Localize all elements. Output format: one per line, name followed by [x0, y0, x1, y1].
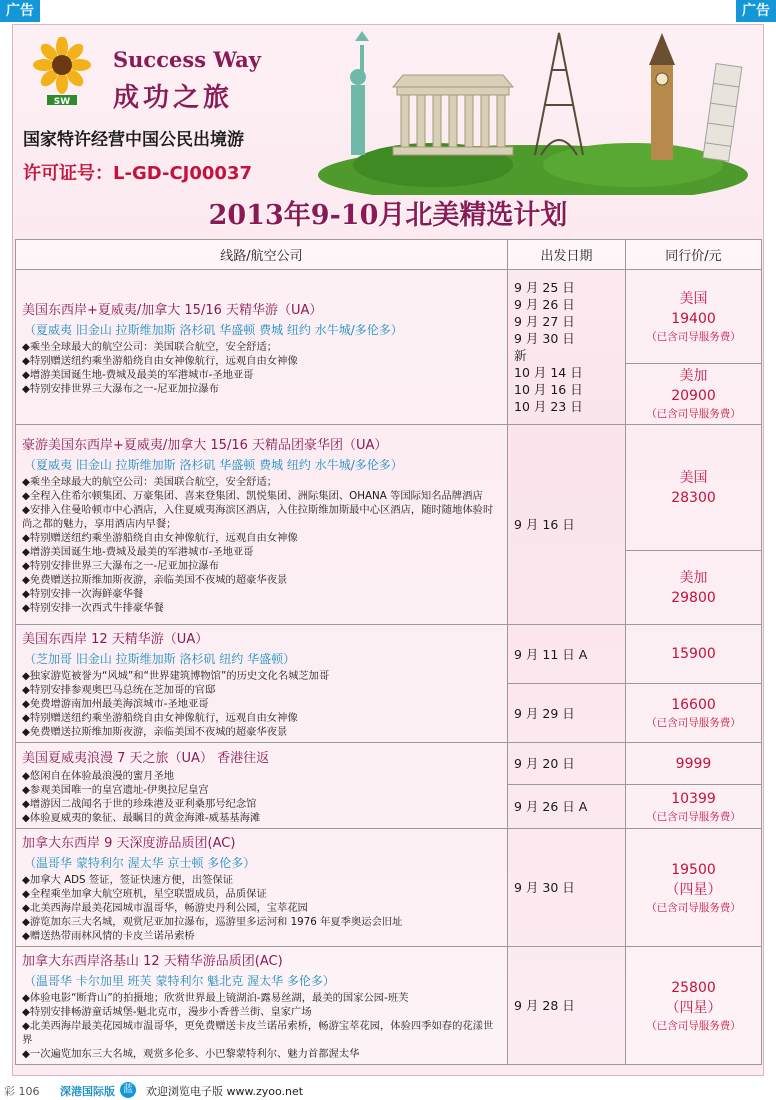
departure-date: 9 月 28 日: [514, 998, 575, 1013]
eiffel-tower-icon: [535, 33, 583, 155]
routes-table: [15, 239, 762, 1065]
route-cell: [16, 270, 508, 425]
departure-date: 10 月 14 日: [514, 365, 583, 380]
departure-date: 9 月 29 日: [514, 705, 575, 721]
list-item: ◆乘坐全球最大的航空公司：美国联合航空，安全舒适；: [22, 476, 278, 488]
route-features: [22, 340, 501, 396]
edition-label: 深港国际版: [60, 1085, 115, 1098]
list-item: ◆特别赠送纽约乘坐游船绕自由女神像航行，远观自由女神像: [22, 712, 298, 724]
list-item: ◆全程入住希尔顿集团、万豪集团、喜来登集团、凯悦集团、洲际集团、OHANA 等国际知名品牌酒店: [22, 490, 483, 502]
list-item: ◆免费赠送拉斯维加斯夜游，亲临美国不夜城的超豪华夜景: [22, 574, 288, 586]
departure-date: 9 月 30 日: [514, 880, 575, 895]
list-item: ◆特别赠送纽约乘坐游船绕自由女神像航行，远观自由女神像: [22, 532, 298, 544]
price-note: （已含司导服务费）: [646, 330, 741, 343]
route-features: [22, 669, 501, 739]
price-note: （已含司导服务费）: [646, 810, 741, 823]
price-cell: [626, 684, 762, 743]
route-title: 美国东西岸+夏威夷/加拿大 15/16 天精华游（UA）: [22, 302, 323, 318]
departure-date: 9 月 26 日 A: [514, 799, 588, 814]
date-cell: [508, 743, 626, 785]
list-item: ◆免费赠送拉斯维加斯夜游，亲临美国不夜城的超豪华夜景: [22, 726, 288, 738]
list-item: ◆全程乘坐加拿大航空班机，星空联盟成员，品质保证: [22, 888, 267, 900]
price-amount: 25800: [671, 979, 716, 996]
page-number: 彩 106: [4, 1085, 40, 1098]
list-item: ◆特别安排畅游童话城堡-魁北克市，漫步小香普兰街、皇家广场: [22, 1006, 312, 1018]
price-amount: 19500: [671, 861, 716, 878]
departure-date: 10 月 23 日: [514, 399, 583, 414]
price-grade: （四星）: [665, 999, 722, 1016]
list-item: ◆特别安排世界三大瀑布之一-尼亚加拉瀑布: [22, 560, 219, 572]
website-text: 欢迎浏览电子版 www.zyoo.net: [146, 1085, 304, 1098]
route-cities: （夏威夷 旧金山 拉斯维加斯 洛杉矶 华盛顿 费城 纽约 水牛城/多伦多）: [24, 458, 403, 472]
route-cell: [16, 947, 508, 1065]
landmarks-illustration: [313, 25, 763, 195]
header-route: 线路/航空公司: [16, 240, 508, 270]
price-amount: 20900: [671, 388, 716, 404]
ad-tag-right: 广告: [736, 0, 776, 22]
price-cell: [626, 425, 762, 551]
list-item: ◆特别安排世界三大瀑布之一-尼亚加拉瀑布: [22, 382, 219, 395]
list-item: ◆加拿大 ADS 签证，签证快速方便，出签保证: [22, 874, 234, 886]
list-item: ◆增游因二战闻名于世的珍珠港及亚利桑那号纪念馆: [22, 797, 257, 810]
route-cities: （芝加哥 旧金山 拉斯维加斯 洛杉矶 纽约 华盛顿）: [24, 652, 296, 666]
big-ben-icon: [649, 33, 675, 160]
table-row: [16, 947, 762, 1065]
route-features: [22, 475, 501, 615]
list-item: ◆北美西海岸最美花园城市温哥华，畅游史丹利公园，宝萃花园: [22, 902, 308, 914]
date-cell: [508, 270, 626, 425]
header: [13, 25, 763, 235]
route-title-main: 美国夏威夷浪漫 7 天之旅（UA）: [22, 750, 213, 766]
departure-date: 9 月 26 日: [514, 297, 575, 312]
list-item: ◆特别安排一次西式牛排豪华餐: [22, 602, 164, 614]
date-cell: [508, 684, 626, 743]
route-features: [22, 769, 501, 825]
route-cell: [16, 625, 508, 743]
route-features: [22, 873, 501, 943]
list-item: ◆参观美国唯一的皇宫遗址-伊奥拉尼皇宫: [22, 783, 209, 796]
statue-of-liberty-icon: [350, 31, 369, 155]
leaning-tower-icon: [703, 64, 742, 162]
ad-tag-left: 广告: [0, 0, 40, 22]
list-item: ◆独家游览被誉为“风城”和“世界建筑博物馆”的历史文化名城芝加哥: [22, 670, 330, 682]
departure-date: 10 月 16 日: [514, 382, 583, 397]
price-cell: [626, 364, 762, 425]
list-item: ◆悠闲自在体验最浪漫的蜜月圣地: [22, 769, 175, 782]
price-cell: [626, 785, 762, 829]
price-cell: [626, 625, 762, 684]
route-cities: （温哥华 卡尔加里 班芙 蒙特利尔 魁北克 渥太华 多伦多）: [24, 974, 335, 988]
departure-date: 9 月 11 日 A: [514, 646, 588, 662]
price-amount: 19400: [671, 310, 716, 327]
list-item: ◆特别安排参观奥巴马总统在芝加哥的官邸: [22, 684, 216, 696]
brand-name-cn: 成功之旅: [113, 83, 234, 113]
list-item: ◆体验夏威夷的象征、最瞩目的黄金海滩-威基基海滩: [22, 811, 261, 824]
price-grade: （四星）: [665, 881, 722, 898]
route-cell: [16, 743, 508, 829]
list-item: ◆特别安排一次海鲜豪华餐: [22, 588, 144, 600]
list-item: ◆增游美国诞生地-费城及最美的军港城市-圣地亚哥: [22, 546, 254, 558]
license-number: 许可证号：L-GD-CJ00037: [23, 163, 252, 184]
table-header-row: [16, 240, 762, 270]
table-row: [16, 425, 762, 551]
route-cell: [16, 425, 508, 625]
logo-text: SW: [53, 97, 71, 107]
table-row: [16, 743, 762, 785]
departure-date: 新: [514, 348, 527, 363]
price-cell: [626, 829, 762, 947]
list-item: ◆乘坐全球最大的航空公司：美国联合航空，安全舒适；: [22, 340, 278, 353]
list-item: ◆体验电影“断背山”的拍摄地；欣赏世界最上镜湖泊-露易丝湖，最美的国家公园-班芙: [22, 992, 409, 1004]
table-row: [16, 829, 762, 947]
price-amount: 9999: [675, 755, 712, 772]
price-amount: 29800: [671, 589, 716, 606]
list-item: ◆一次遍览加东三大名城，观赏多伦多、小巴黎蒙特利尔、魅力首都渥太华: [22, 1048, 360, 1060]
list-item: ◆游览加东三大名城，观赏尼亚加拉瀑布，巡游里多运河和 1976 年夏季奥运会旧址: [22, 916, 403, 928]
list-item: ◆北美西海岸最美花园城市温哥华，更免费赠送卡皮兰诺吊索桥，畅游宝萃花园，体验四季如春的花漾世界: [22, 1020, 494, 1046]
departure-date: 9 月 25 日: [514, 280, 575, 295]
price-region: 美国: [679, 469, 708, 486]
price-region: 美国: [679, 290, 708, 307]
page-title: 2013年9-10月北美精选计划: [208, 200, 568, 231]
brand-name-en: Success Way: [113, 47, 261, 72]
departure-date: 9 月 20 日: [514, 756, 575, 771]
price-note: （已含司导服务费）: [646, 408, 741, 420]
sunflower-logo-icon: [27, 37, 97, 107]
departure-date: 9 月 16 日: [514, 517, 575, 532]
route-features: [22, 991, 501, 1061]
price-amount: 28300: [671, 489, 716, 506]
header-date: 出发日期: [508, 240, 626, 270]
departure-date: 9 月 27 日: [514, 314, 575, 329]
table-row: [16, 625, 762, 684]
route-cities: （夏威夷 旧金山 拉斯维加斯 洛杉矶 华盛顿 费城 纽约 水牛城/多伦多）: [24, 322, 403, 337]
price-region: 美加: [679, 368, 708, 384]
price-note: （已含司导服务费）: [646, 1019, 741, 1032]
price-amount: 10399: [671, 790, 716, 807]
advert-frame: [12, 24, 764, 1076]
price-region: 美加: [679, 569, 708, 586]
price-note: （已含司导服务费）: [646, 901, 741, 914]
price-cell: [626, 551, 762, 625]
list-item: ◆免费增游南加州最美海滨城市-圣地亚哥: [22, 698, 209, 710]
price-cell: [626, 270, 762, 364]
date-cell: [508, 425, 626, 625]
license-statement: 国家特许经营中国公民出境游: [23, 130, 244, 150]
list-item: ◆特别赠送纽约乘坐游船绕自由女神像航行，远观自由女神像: [22, 354, 298, 367]
route-cell: [16, 829, 508, 947]
parthenon-icon: [393, 75, 513, 155]
date-cell: [508, 947, 626, 1065]
date-cell: [508, 829, 626, 947]
route-title: 加拿大东西岸洛基山 12 天精华游品质团(AC): [22, 954, 283, 969]
price-cell: [626, 743, 762, 785]
route-title: 豪游美国东西岸+夏威夷/加拿大 15/16 天精品团豪华团（UA）: [22, 438, 388, 453]
price-amount: 16600: [671, 697, 716, 713]
list-item: ◆安排入住曼哈顿市中心酒店，入住夏威夷海滨区酒店，入住拉斯维加斯最中心区酒店，随时随地体验时尚之都的魅力，享用酒店内早餐；: [22, 504, 494, 530]
route-title-suffix: 香港往返: [217, 750, 270, 766]
header-price: 同行价/元: [626, 240, 762, 270]
price-note: （已含司导服务费）: [646, 717, 741, 729]
route-title: 美国东西岸 12 天精华游（UA）: [22, 632, 209, 647]
list-item: ◆增游美国诞生地-费城及最美的军港城市-圣地亚哥: [22, 368, 254, 381]
footer: [0, 1080, 776, 1100]
route-cities: （温哥华 蒙特利尔 渥太华 京士顿 多伦多）: [24, 856, 256, 870]
edition-badge: 蓝: [120, 1082, 136, 1098]
price-cell: [626, 947, 762, 1065]
list-item: ◆赠送热带雨林风情的卡皮兰诺吊索桥: [22, 930, 195, 942]
route-title: [22, 747, 501, 766]
date-cell: [508, 625, 626, 684]
price-amount: 15900: [671, 646, 716, 662]
route-title: 加拿大东西岸 9 天深度游品质团(AC): [22, 836, 236, 851]
departure-date: 9 月 30 日: [514, 331, 575, 346]
date-cell: [508, 785, 626, 829]
table-row: [16, 270, 762, 364]
